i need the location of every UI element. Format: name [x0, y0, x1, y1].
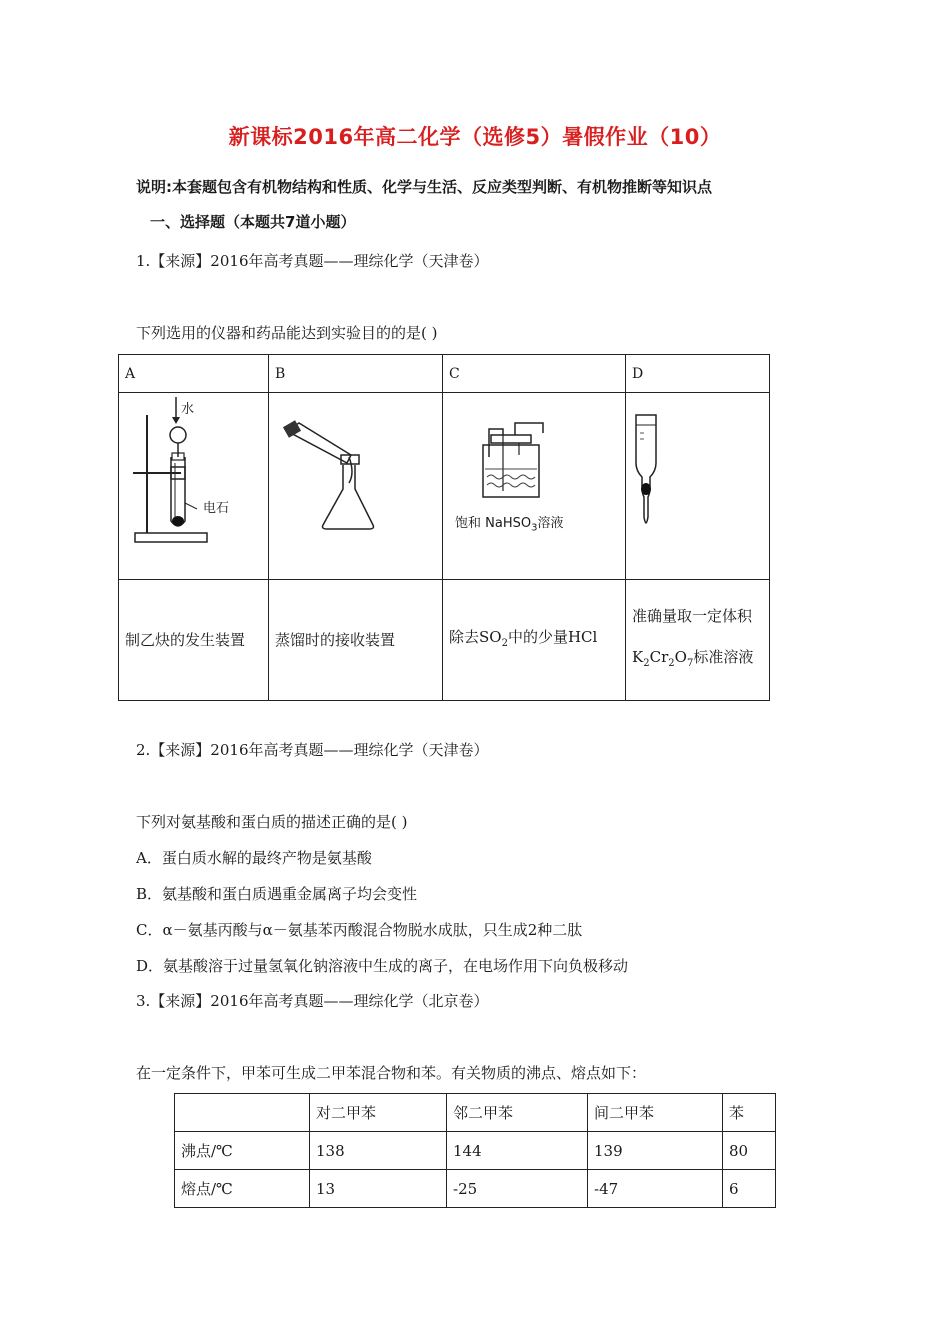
header-c: C: [443, 355, 626, 393]
description-note: 说明:本套题包含有机物结构和性质、化学与生活、反应类型判断、有机物推断等知识点: [136, 178, 713, 196]
table-cell: 苯: [723, 1094, 776, 1132]
figure-d-cell: [626, 393, 770, 580]
q2-option-d: D．氨基酸溶于过量氢氧化钠溶液中生成的离子，在电场作用下向负极移动: [136, 957, 629, 975]
table-cell: 13: [310, 1170, 447, 1208]
desc-a: 制乙炔的发生装置: [119, 580, 269, 701]
q3-source: 3.【来源】2016年高考真题——理综化学（北京卷）: [136, 992, 489, 1010]
table-cell: [175, 1094, 310, 1132]
label-solution: 饱和 NaHSO$_3$溶液: [455, 516, 564, 534]
table-cell: 邻二甲苯: [447, 1094, 588, 1132]
table-cell: 144: [447, 1132, 588, 1170]
table-cell: -25: [447, 1170, 588, 1208]
table-row: [175, 1170, 776, 1208]
burette-figure: [626, 393, 768, 579]
table-cell: 6: [723, 1170, 776, 1208]
figure-b-cell: [269, 393, 443, 580]
acetylene-generator-figure: [119, 393, 267, 579]
q2-option-c: C．α－氨基丙酸与α－氨基苯丙酸混合物脱水成肽，只生成2种二肽: [136, 921, 583, 939]
label-water: 水: [181, 402, 195, 417]
label-carbide: 电石: [203, 501, 230, 516]
q3-stem: 在一定条件下，甲苯可生成二甲苯混合物和苯。有关物质的沸点、熔点如下：: [136, 1064, 647, 1082]
section-heading: 一、选择题（本题共7道小题）: [150, 213, 356, 231]
table-row: [175, 1094, 776, 1132]
desc-d: 准确量取一定体积$K_2Cr_2O_7$标准溶液: [626, 580, 770, 701]
q2-source: 2.【来源】2016年高考真题——理综化学（天津卷）: [136, 741, 489, 759]
header-b: B: [269, 355, 443, 393]
q2-option-a: A．蛋白质水解的最终产物是氨基酸: [136, 849, 372, 867]
q1-stem: 下列选用的仪器和药品能达到实验目的的是( ): [136, 324, 438, 342]
desc-b: 蒸馏时的接收装置: [269, 580, 443, 701]
header-a: A: [119, 355, 269, 393]
table-cell: 138: [310, 1132, 447, 1170]
table-cell: -47: [588, 1170, 723, 1208]
table-cell: 间二甲苯: [588, 1094, 723, 1132]
receiving-flask-figure: [269, 393, 430, 579]
table-cell: 139: [588, 1132, 723, 1170]
q2-stem: 下列对氨基酸和蛋白质的描述正确的是( ): [136, 813, 408, 831]
gas-washing-bottle-figure: [443, 393, 613, 579]
figure-c-cell: [443, 393, 626, 580]
header-d: D: [626, 355, 770, 393]
q2-option-b: B．氨基酸和蛋白质遇重金属离子均会变性: [136, 885, 418, 903]
table-cell: 对二甲苯: [310, 1094, 447, 1132]
document-title: 新课标2016年高二化学（选修5）暑假作业（10）: [228, 125, 722, 149]
table-cell: 沸点/℃: [175, 1132, 310, 1170]
figure-a-cell: [119, 393, 269, 580]
table-cell: 熔点/℃: [175, 1170, 310, 1208]
q3-data-table: [174, 1093, 776, 1208]
q1-options-table: [118, 354, 770, 701]
q1-source: 1.【来源】2016年高考真题——理综化学（天津卷）: [136, 252, 489, 270]
table-row: [175, 1132, 776, 1170]
desc-c: 除去$SO_2$中的少量HCl: [443, 580, 626, 701]
table-cell: 80: [723, 1132, 776, 1170]
